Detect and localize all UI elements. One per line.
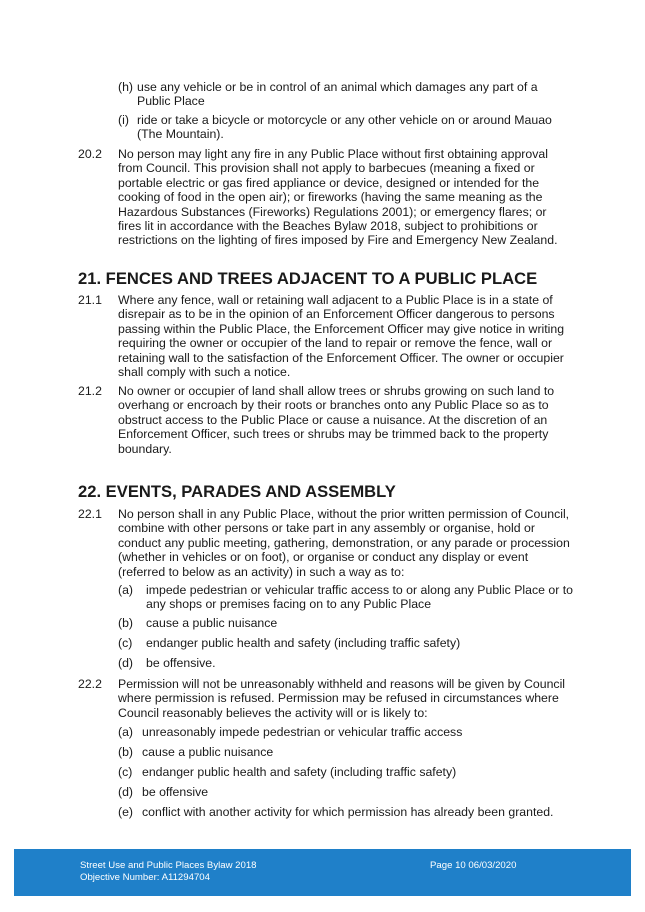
section-heading: 21. FENCES AND TREES ADJACENT TO A PUBLIC PLACE [78, 269, 538, 288]
list-item [118, 656, 573, 670]
list-item [118, 785, 573, 799]
item-text: endanger public health and safety (including traffic safety) [146, 636, 461, 650]
item-text: unreasonably impede pedestrian or vehicular traffic access [142, 725, 463, 739]
item-label: (c) [118, 636, 133, 650]
footer-title: Street Use and Public Places Bylaw 2018 [80, 860, 257, 871]
item-text: ride or take a bicycle or motorcycle or any other vehicle on or around Mauao (The Mountain). [137, 113, 552, 142]
clause-text: No owner or occupier of land shall allow trees or shrubs growing on such land to overhang or encroach by their roots or branches onto any Public Place so as to obstruct access to the Public Place or cause a nuisance. At the discretion of an Enforcement Officer, such trees or shrubs may be trimmed back to the property boundary. [118, 384, 555, 456]
item-label: (d) [118, 656, 134, 670]
page-footer [14, 849, 631, 896]
item-label: (d) [118, 785, 134, 799]
item-label: (i) [118, 113, 129, 127]
list-item [118, 583, 573, 612]
section-heading: 22. EVENTS, PARADES AND ASSEMBLY [78, 482, 396, 501]
item-text: impede pedestrian or vehicular traffic access to or along any Public Place or to any shops or premises facing on to any Public Place [146, 583, 573, 612]
item-text: cause a public nuisance [142, 745, 274, 759]
item-text: use any vehicle or be in control of an animal which damages any part of a Public Place [137, 80, 538, 109]
list-item [118, 765, 573, 779]
list-item [118, 616, 573, 630]
clause-number: 20.2 [78, 147, 102, 161]
clause-text: Permission will not be unreasonably withheld and reasons will be given by Council where permission is refused. Permission may be refused in circumstances where Council reasonably believes the activity will or is likely to: [118, 677, 566, 720]
item-label: (h) [118, 80, 134, 94]
footer-left [80, 860, 257, 883]
list-item [118, 805, 573, 819]
clause-number: 22.1 [78, 507, 102, 521]
item-text: be offensive. [146, 656, 216, 670]
list-item [118, 636, 573, 650]
clause-number: 21.2 [78, 384, 102, 398]
list-item [118, 745, 573, 759]
item-text: cause a public nuisance [146, 616, 278, 630]
list-item [118, 725, 573, 739]
clause-text: Where any fence, wall or retaining wall adjacent to a Public Place is in a state of disrepair as to be in the opinion of an Enforcement Officer dangerous to persons passing within the Public Place, the Enforcement Officer may give notice in writing requiring the owner or occupier of the land to repair or remove the fence, wall or retaining wall to the satisfaction of the Enforcement Officer. The owner or occupier shall comply with such a notice. [118, 293, 565, 380]
clause-number: 21.1 [78, 293, 102, 307]
clause-text: No person may light any fire in any Public Place without first obtaining approval from Council. This provision shall not apply to barbecues (meaning a fixed or portable electric or gas fired appliance or device, designed or intended for the cooking of food in the open air); or fireworks (having the same meaning as the Hazardous Substances (Fireworks) Regulations 2001); or emergency flares; or fires lit in accordance with the Beaches Bylaw 2018, subject to prohibitions or restrictions on the lighting of fires imposed by Fire and Emergency New Zealand. [118, 147, 558, 248]
clause-number: 22.2 [78, 677, 102, 691]
item-text: conflict with another activity for which permission has already been granted. [142, 805, 554, 819]
item-label: (e) [118, 805, 134, 819]
list-item [118, 80, 573, 109]
item-label: (a) [118, 725, 134, 739]
clause-text: No person shall in any Public Place, without the prior written permission of Council, combine with other persons or take part in any assembly or organise, hold or conduct any public meeting, gathering, demonstration, or any parade or procession (whether in vehicles or on foot), or organise or conduct any display or event (referred to below as an activity) in such a way as to: [118, 507, 570, 579]
item-label: (b) [118, 616, 134, 630]
list-item [118, 113, 573, 142]
item-label: (c) [118, 765, 133, 779]
item-label: (b) [118, 745, 134, 759]
item-label: (a) [118, 583, 134, 597]
footer-objective-number: Objective Number: A11294704 [80, 871, 210, 883]
item-text: endanger public health and safety (including traffic safety) [142, 765, 457, 779]
item-text: be offensive [142, 785, 209, 799]
footer-page-date: Page 10 06/03/2020 [430, 860, 517, 871]
